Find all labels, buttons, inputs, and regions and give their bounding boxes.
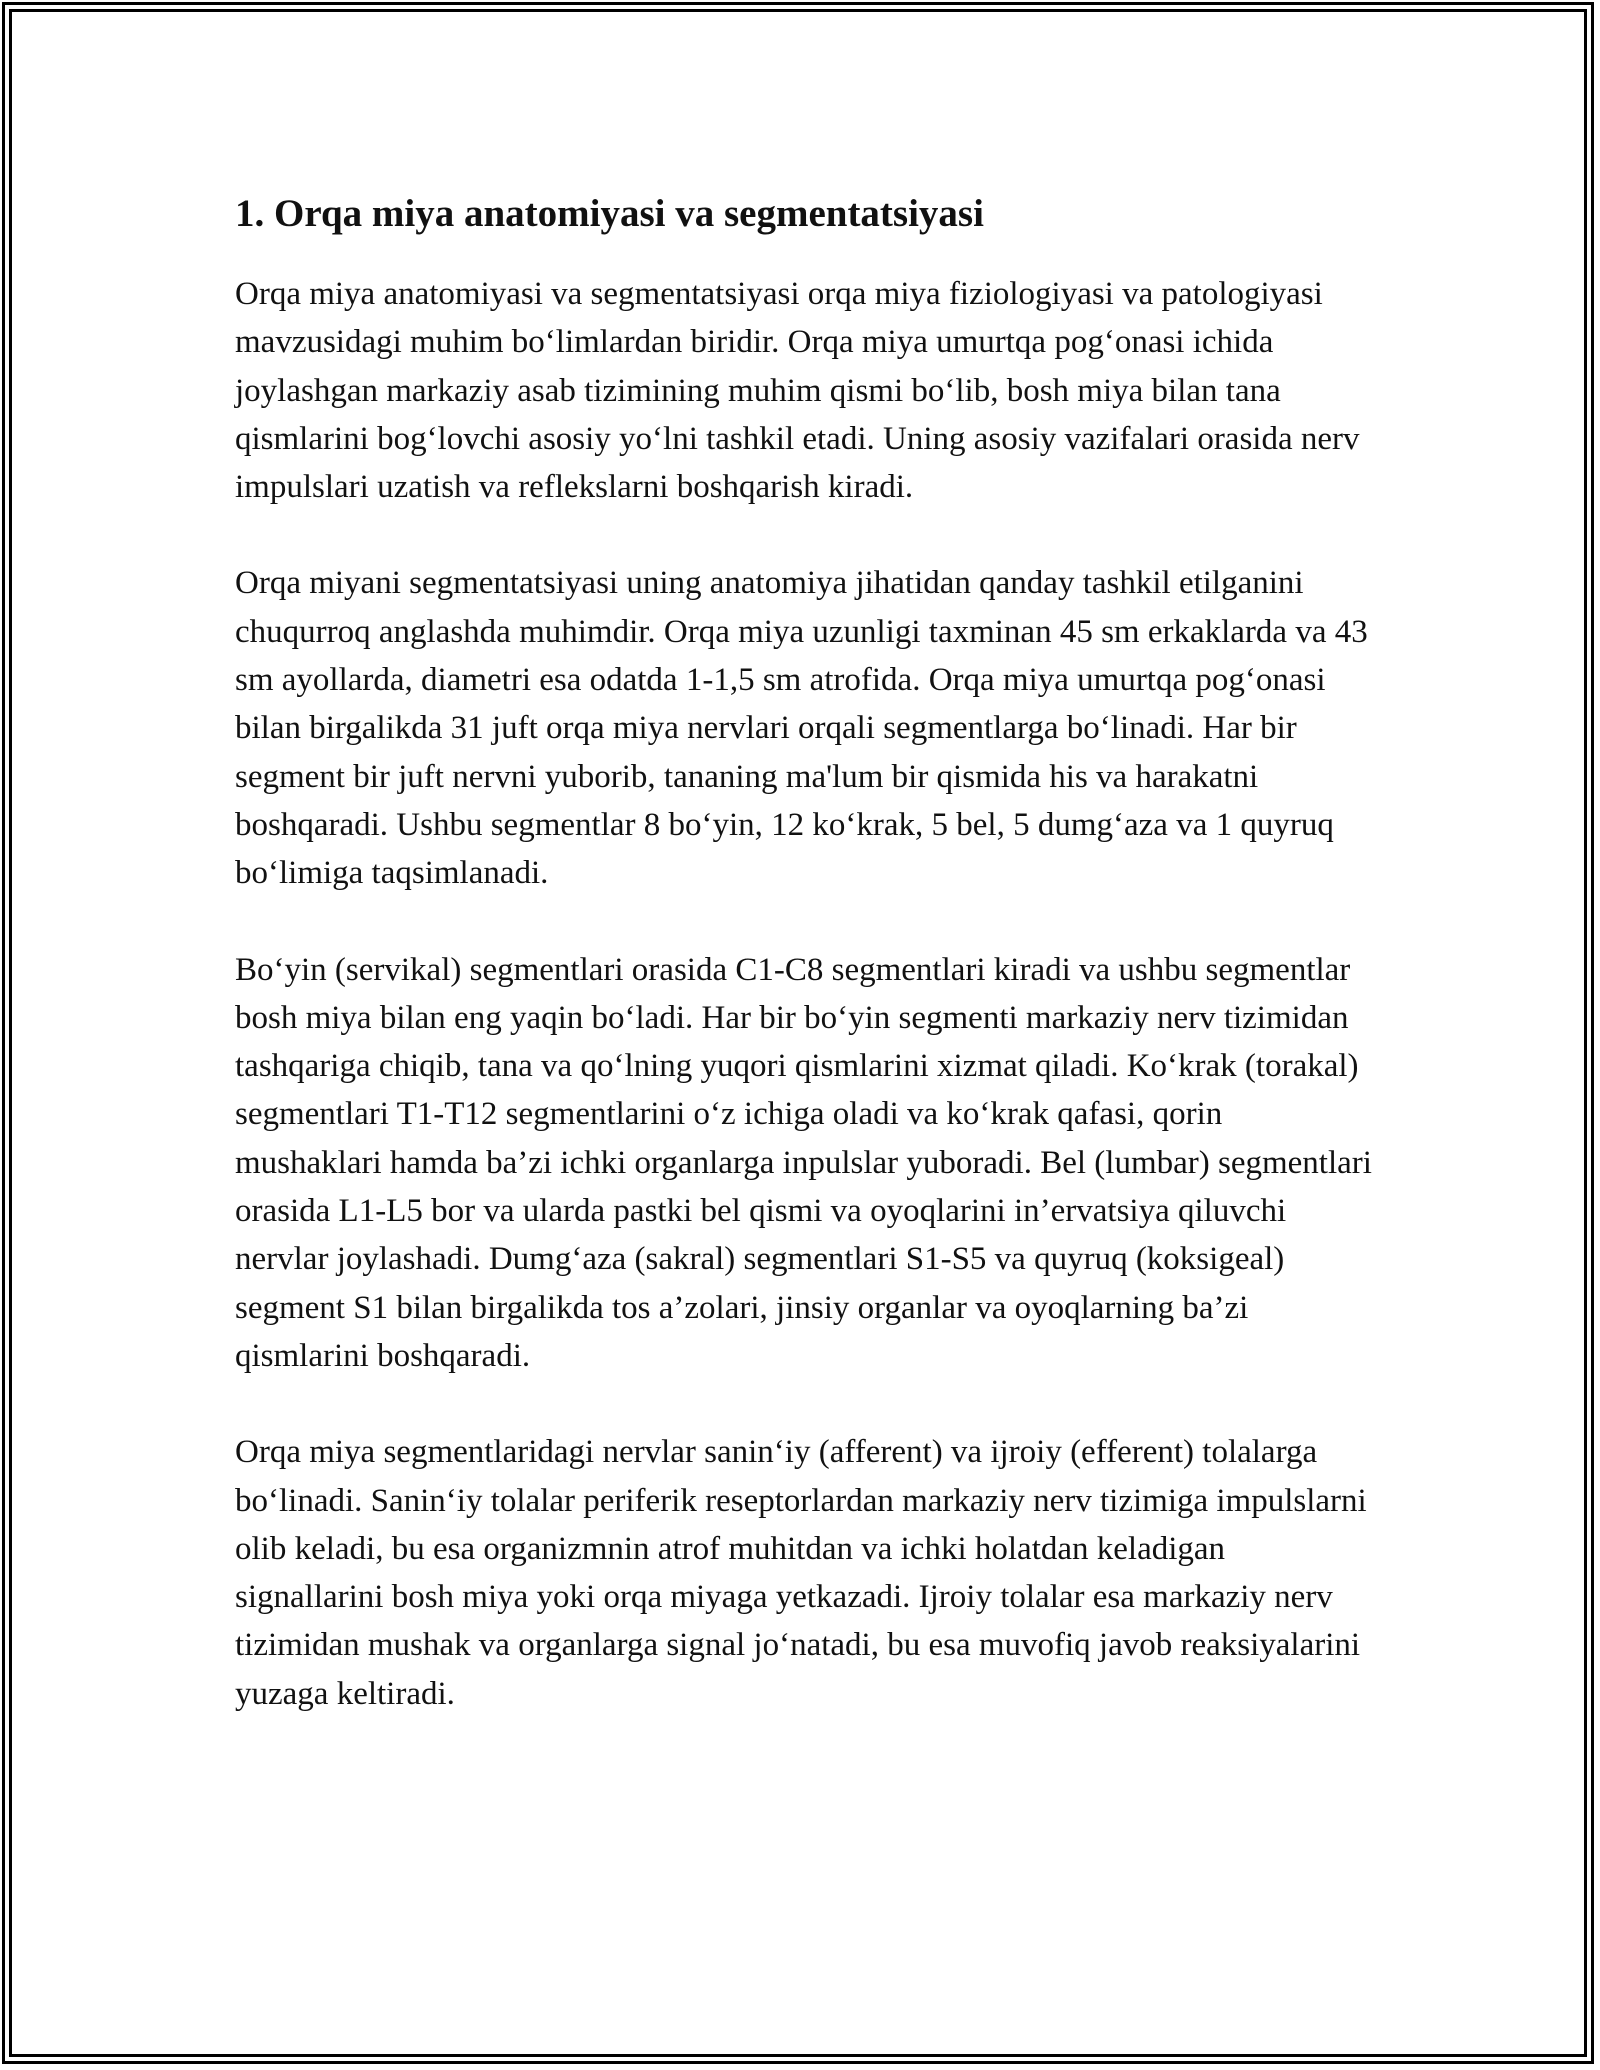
paragraph-2: Orqa miyani segmentatsiyasi uning anatomiya jihatidan qanday tashkil etilganini chuqurroq anglashda muhimdir. Orqa miya uzunligi taxminan 45 sm erkaklarda va 43 sm ayollarda, diametri esa odatda 1-1,5 sm atrofida. Orqa miya umurtqa pog‘onasi bilan birgalikda 31 juft orqa miya nervlari orqali segmentlarga bo‘linadi. Har bir segment bir juft nervni yuborib, tananing ma'lum bir qismida his va harakatni boshqaradi. Ushbu segmentlar 8 bo‘yin, 12 ko‘krak, 5 bel, 5 dumg‘aza va 1 quyruq bo‘limiga taqsimlanadi. [235,565,1368,892]
paragraph-3: Bo‘yin (servikal) segmentlari orasida C1-C8 segmentlari kiradi va ushbu segmentlar bosh miya bilan eng yaqin bo‘ladi. Har bir bo‘yin segmenti markaziy nerv tizimidan tashqariga chiqib, tana va qo‘lning yuqori qismlarini xizmat qiladi. Ko‘krak (torakal) segmentlari T1-T12 segmentlarini o‘z ichiga oladi va ko‘krak qafasi, qorin mushaklari hamda ba’zi ichki organlarga inpulslar yuboradi. Bel (lumbar) segmentlari orasida L1-L5 bor va ularda pastki bel qismi va oyoqlarini in’ervatsiya qiluvchi nervlar joylashadi. Dumg‘aza (sakral) segmentlari S1-S5 va quyruq (koksigeal) segment S1 bilan birgalikda tos a’zolari, jinsiy organlar va oyoqlarning ba’zi qismlarini boshqaradi. [235,951,1372,1374]
paragraph-4: Orqa miya segmentlaridagi nervlar sanin‘iy (afferent) va ijroiy (efferent) tolalarga bo‘linadi. Sanin‘iy tolalar periferik reseptorlardan markaziy nerv tizimiga impulslarni olib keladi, bu esa organizmnin atrof muhitdan va ichki holatdan keladigan signallarini bosh miya yoki orqa miyaga yetkazadi. Ijroiy tolalar esa markaziy nerv tizimidan mushak va organlarga signal jo‘natadi, bu esa muvofiq javob reaksiyalarini yuzaga keltiradi. [235,1434,1367,1712]
section-heading: 1. Orqa miya anatomiyasi va segmentatsiyasi [235,192,984,235]
document-body [235,186,1375,1766]
paragraph-1: Orqa miya anatomiyasi va segmentatsiyasi orqa miya fiziologiyasi va patologiyasi mavzusidagi muhim bo‘limlardan biridir. Orqa miya umurtqa pog‘onasi ichida joylashgan markaziy asab tizimining muhim qismi bo‘lib, bosh miya bilan tana qismlarini bog‘lovchi asosiy yo‘lni tashkil etadi. Uning asosiy vazifalari orasida nerv impulslari uzatish va reflekslarni boshqarish kiradi. [235,276,1360,506]
